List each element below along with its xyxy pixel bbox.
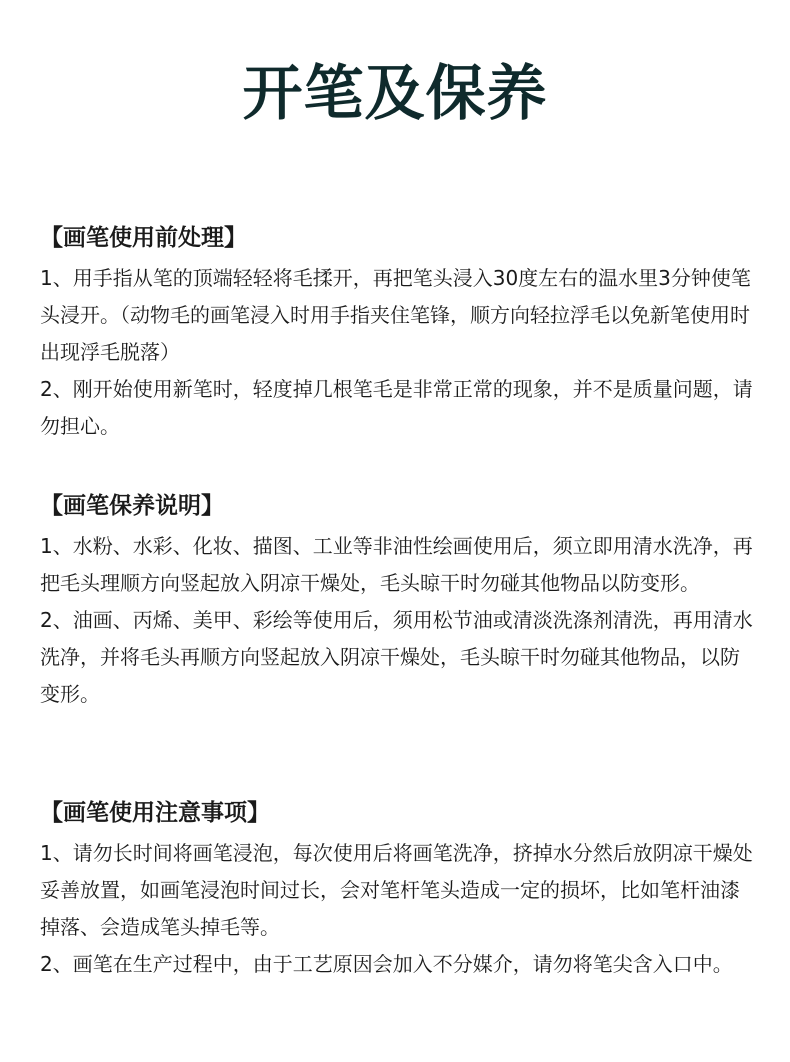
paragraph: 1、水粉、水彩、化妆、描图、工业等非油性绘画使用后，须立即用清水洗净，再把毛头理顺方向竖起放入阴凉干燥处，毛头晾干时勿碰其他物品以防变形。 — [40, 534, 753, 595]
paragraph: 1、用手指从笔的顶端轻轻将毛揉开，再把笔头浸入30度左右的温水里3分钟使笔头浸开。（动物毛的画笔浸入时用手指夹住笔锋，顺方向轻拉浮毛以免新笔使用时出现浮毛脱落） — [40, 266, 751, 364]
section-heading: 【画笔保养说明】 — [40, 493, 224, 519]
section-maintenance-instructions — [40, 490, 755, 713]
paragraph: 2、油画、丙烯、美甲、彩绘等使用后，须用松节油或清淡洗涤剂清洗，再用清水洗净，并将毛头再顺方向竖起放入阴凉干燥处，毛头晾干时勿碰其他物品，以防变形。 — [40, 608, 753, 706]
paragraph: 1、请勿长时间将画笔浸泡，每次使用后将画笔洗净，挤掉水分然后放阴凉干燥处妥善放置，如画笔浸泡时间过长，会对笔杆笔头造成一定的损坏，比如笔杆油漆掉落、会造成笔头掉毛等。 — [40, 841, 753, 939]
page-title: 开笔及保养 — [242, 59, 548, 129]
section-pre-use-treatment — [40, 222, 755, 445]
section-heading: 【画笔使用前处理】 — [40, 225, 247, 251]
paragraph: 2、刚开始使用新笔时，轻度掉几根笔毛是非常正常的现象，并不是质量问题，请勿担心。 — [40, 377, 753, 438]
paragraph: 2、画笔在生产过程中，由于工艺原因会加入不分媒介，请勿将笔尖含入口中。 — [40, 952, 733, 976]
section-heading: 【画笔使用注意事项】 — [40, 800, 270, 826]
section-usage-precautions — [40, 797, 755, 983]
